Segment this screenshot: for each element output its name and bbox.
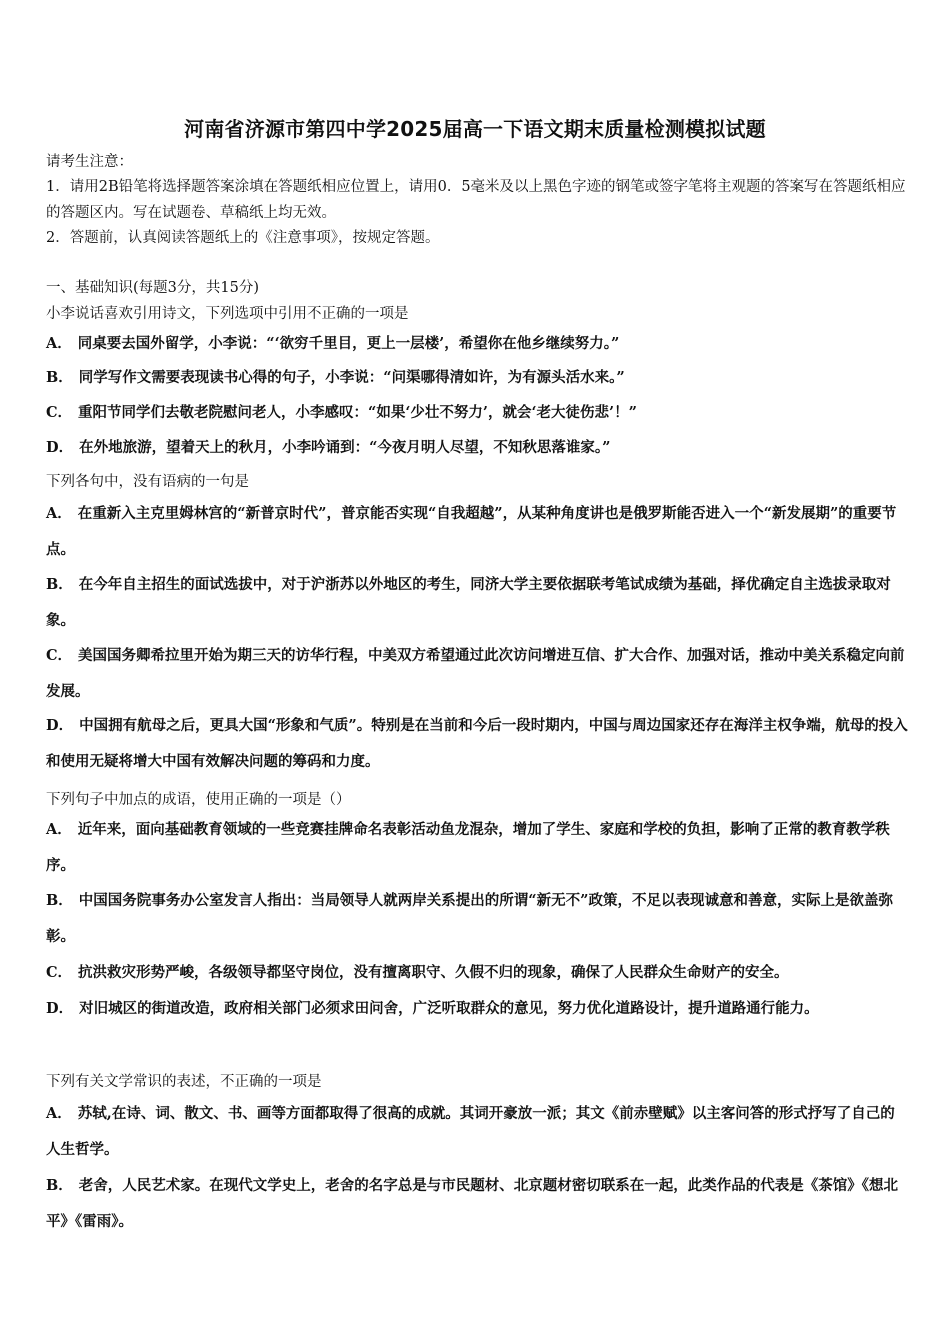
option-text: 在重新入主克里姆林宫的“新普京时代”，普京能否实现“自我超越”，从某种角度讲也是俄罗斯能否进入一个“新发展期”的重要节点。 [46,505,897,558]
option-text: 美国国务卿希拉里开始为期三天的访华行程，中美双方希望通过此次访问增进互信、扩大合作、加强对话，推动中美关系稳定向前发展。 [46,647,905,700]
option-text: 重阳节同学们去敬老院慰问老人，小李感叹：“如果‘少壮不努力’，就会‘老大徒伤悲’！” [78,404,637,421]
option-letter: C． [46,404,73,421]
option-text: 抗洪救灾形势严峻，各级领导都坚守岗位，没有擅离职守、久假不归的现象，确保了人民群众生命财产的安全。 [78,964,789,981]
option-text: 老舍，人民艺术家。在现代文学史上，老舍的名字总是与市民题材、北京题材密切联系在一起，此类作品的代表是《茶馆》《想北平》《雷雨》。 [46,1177,899,1230]
question-4-option-b [46,1168,908,1240]
option-letter: A． [46,505,72,522]
option-text: 在今年自主招生的面试选拔中，对于沪浙苏以外地区的考生，同济大学主要依据联考笔试成绩为基础，择优确定自主选拔录取对象。 [46,576,891,629]
option-text: 近年来，面向基础教育领域的一些竞赛挂牌命名表彰活动鱼龙混杂，增加了学生、家庭和学校的负担，影响了正常的教育教学秩序。 [46,821,890,874]
question-1-stem: 小李说话喜欢引用诗文，下列选项中引用不正确的一项是 [46,306,409,322]
option-text: 在外地旅游，望着天上的秋月，小李吟诵到：“今夜月明人尽望，不知秋思落谁家。” [79,439,611,456]
question-4-option-a [46,1096,908,1168]
question-3-option-c [46,955,908,991]
notice-item-1 [46,174,914,226]
notice-item-1-text: 1．请用2B铅笔将选择题答案涂填在答题纸相应位置上，请用0．5毫米及以上黑色字迹的钢笔或签字笔将主观题的答案写在答题纸相应的答题区内。写在试题卷、草稿纸上均无效。 [46,179,906,221]
question-3-stem: 下列句子中加点的成语，使用正确的一项是（） [46,792,351,808]
option-text: 对旧城区的街道改造，政府相关部门必须求田问舍，广泛听取群众的意见，努力优化道路设计，提升道路通行能力。 [79,1000,819,1017]
option-letter: B． [46,1177,73,1194]
question-3-option-b [46,883,908,955]
question-3-option-d [46,991,908,1027]
option-letter: D． [46,1000,74,1017]
option-text: 同桌要去国外留学，小李说：“‘欲穷千里目，更上一层楼’，希望你在他乡继续努力。” [77,335,620,352]
option-letter: A． [46,1105,72,1122]
question-2-stem: 下列各句中，没有语病的一句是 [46,474,249,490]
question-2-option-b [46,567,908,639]
question-4-stem: 下列有关文学常识的表述，不正确的一项是 [46,1074,322,1090]
notice-label: 请考生注意： [46,154,133,170]
question-1-option-b [46,360,908,396]
option-letter: D． [46,439,74,456]
option-letter: B． [46,576,73,593]
option-text: 同学写作文需要表现读书心得的句子，小李说：“问渠哪得清如许，为有源头活水来。” [78,369,625,386]
option-letter: B． [46,892,73,909]
section-heading: 一、基础知识(每题3分，共15分) [46,280,259,296]
question-1-option-a [46,326,908,362]
option-letter: A． [46,335,72,352]
question-2-option-a [46,496,908,568]
question-2-option-d [46,708,908,780]
option-text: 苏轼,在诗、词、散文、书、画等方面都取得了很高的成就。其词开豪放一派；其文《前赤壁赋》以主客问答的形式抒写了自己的人生哲学。 [46,1105,895,1158]
question-3-option-a [46,812,908,884]
option-letter: B． [46,369,73,386]
option-letter: C． [46,964,73,981]
notice-item-2 [46,225,914,251]
option-letter: A． [46,821,72,838]
option-letter: C． [46,647,73,664]
question-2-option-c [46,638,908,710]
option-text: 中国国务院事务办公室发言人指出：当局领导人就两岸关系提出的所谓“新无不”政策，不足以表现诚意和善意，实际上是欲盖弥彰。 [46,892,893,945]
question-1-option-c [46,395,908,431]
question-1-option-d [46,430,908,466]
option-letter: D． [46,717,74,734]
page-title: 河南省济源市第四中学2025届高一下语文期末质量检测模拟试题 [184,117,766,141]
option-text: 中国拥有航母之后，更具大国“形象和气质”。特别是在当前和今后一段时期内，中国与周边国家还存在海洋主权争端，航母的投入和使用无疑将增大中国有效解决问题的筹码和力度。 [46,717,908,770]
notice-item-2-text: 2．答题前，认真阅读答题纸上的《注意事项》，按规定答题。 [46,230,440,246]
